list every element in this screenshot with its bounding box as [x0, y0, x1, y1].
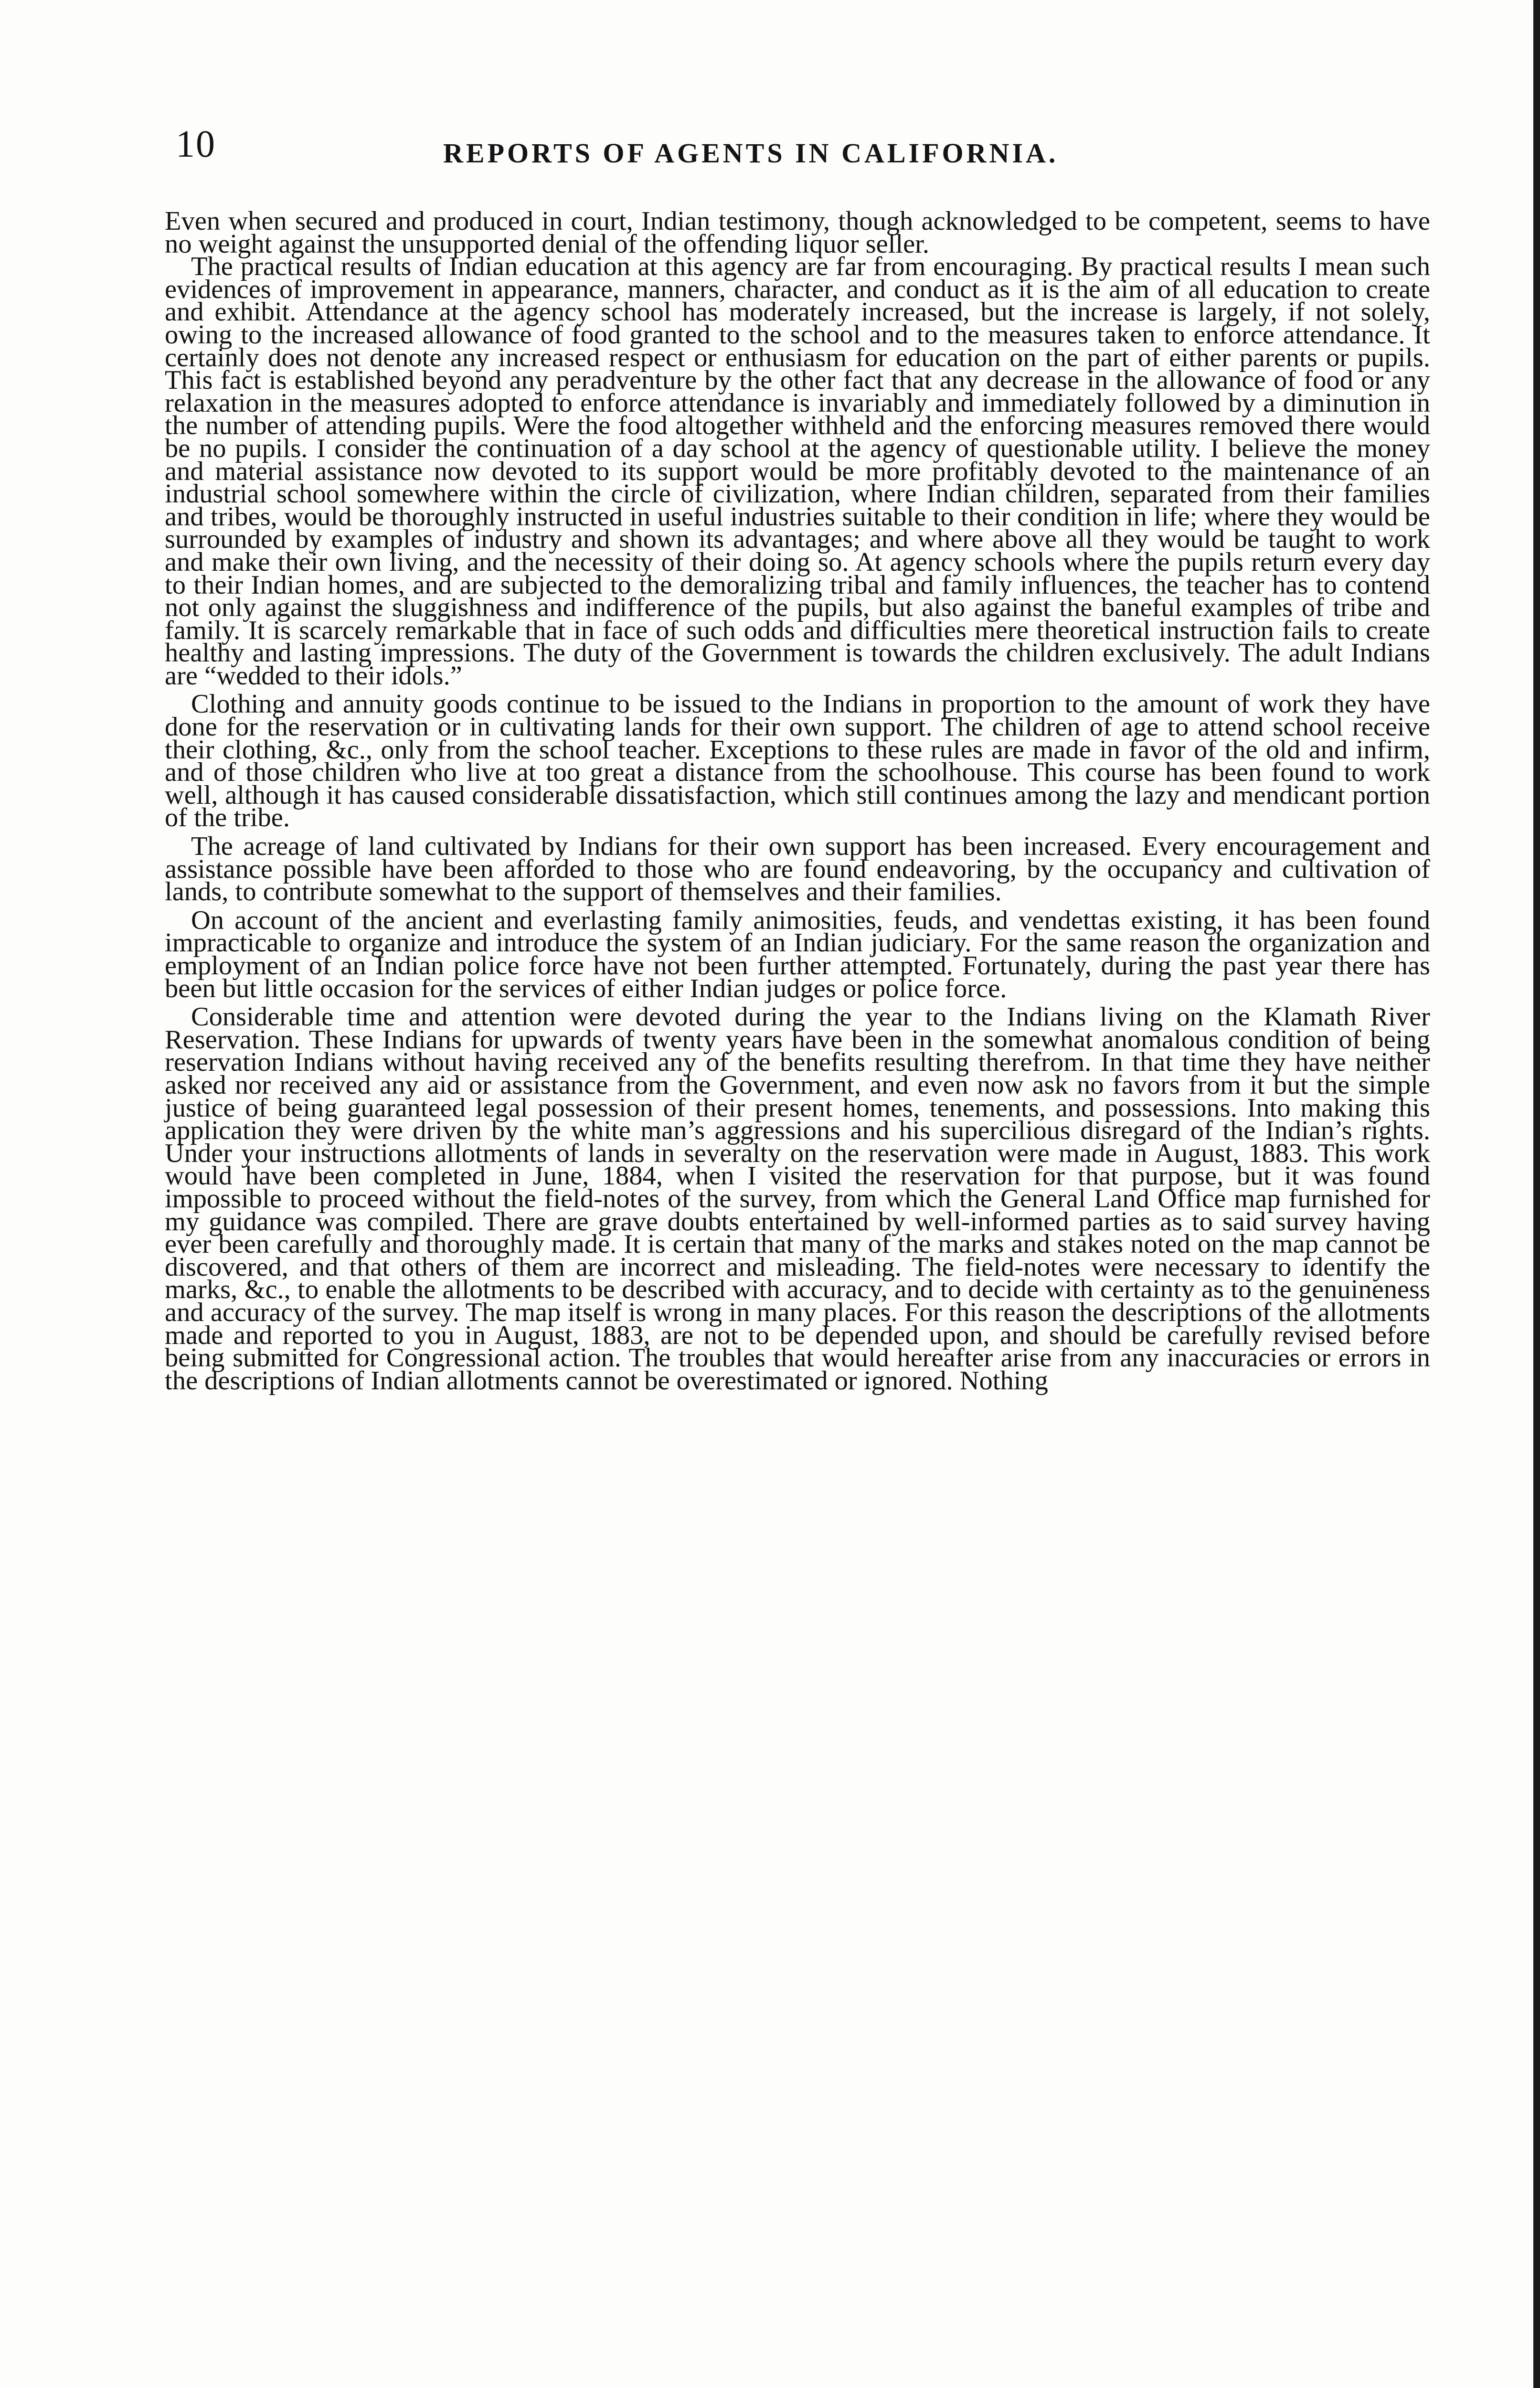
paragraph: The practical results of Indian education at this agency are far from encouraging. By practical results I mean such evidences of improvement in appearance, manners, character, and conduct as it is the aim of all education to create and exhibit. Attendance at the agency school has moderately increased, but the increase is largely, if not solely, owing to the increased allowance of food granted to the school and to the measures taken to enforce attendance. It certainly does not denote any increased respect or enthusiasm for education on the part of either parents or pupils. This fact is established beyond any peradventure by the other fact that any decrease in the allowance of food or any relaxation in the measures adopted to enforce attendance is invariably and immediately followed by a diminution in the number of attending pupils. Were the food altogether withheld and the enforcing measures removed there would be no pupils. I consider the continuation of a day school at the agency of questionable utility. I believe the money and material assistance now devoted to its support would be more profitably devoted to the maintenance of an industrial school somewhere within the circle of civilization, where Indian children, separated from their families and tribes, would be thoroughly instructed in useful industries suitable to their condition in life; where they would be surrounded by examples of industry and shown its advantages; and where above all they would be taught to work and make their own living, and the necessity of their doing so. At agency schools where the pupils return every day to their Indian homes, and are subjected to the demoralizing tribal and family influences, the teacher has to contend not only against the sluggishness and indifference of the pupils, but also against the baneful examples of tribe and family. It is scarcely remarkable that in face of such odds and difficulties mere theoretical instruction fails to create healthy and lasting impressions. The duty of the Government is towards the children exclusively. The adult Indians are “wedded to their idols.”	[165, 252, 1430, 691]
page-number: 10	[176, 123, 216, 165]
paragraph: The acreage of land cultivated by Indians for their own support has been increased. Every encouragement and assistance possible have been afforded to those who are found endeavoring, by the occupancy and cultivation of lands, to contribute somewhat to the support of themselves and their families.	[165, 832, 1430, 907]
paragraph: Even when secured and produced in court, Indian testimony, though acknowledged to be competent, seems to have no weight against the unsupported denial of the offending liquor seller.	[165, 206, 1430, 259]
body-text	[165, 206, 1430, 1396]
paragraph: Considerable time and attention were devoted during the year to the Indians living on the Klamath River Reservation. These Indians for upwards of twenty years have been in the somewhat anomalous condition of being reservation Indians without having received any of the benefits resulting therefrom. In that time they have neither asked nor received any aid or assistance from the Government, and even now ask no favors from it but the simple justice of being guaranteed legal possession of their present homes, tenements, and possessions. Into making this application they were driven by the white man’s aggressions and his supercilious disregard of the Indian’s rights. Under your instructions allotments of lands in severalty on the reservation were made in August, 1883. This work would have been completed in June, 1884, when I visited the reservation for that purpose, but it was found impossible to proceed without the field-notes of the survey, from which the General Land Office map furnished for my guidance was compiled. There are grave doubts entertained by well-informed parties as to said survey having ever been carefully and thoroughly made. It is certain that many of the marks and stakes noted on the map cannot be discovered, and that others of them are incorrect and misleading. The field-notes were necessary to identify the marks, &c., to enable the allotments to be described with accuracy, and to decide with certainty as to the genuineness and accuracy of the survey. The map itself is wrong in many places. For this reason the descriptions of the allotments made and reported to you in August, 1883, are not to be depended upon, and should be carefully revised before being submitted for Congressional action. The troubles that would hereafter arise from any inaccuracies or errors in the descriptions of Indian allotments cannot be overestimated or ignored. Nothing	[165, 1002, 1430, 1396]
paragraph: On account of the ancient and everlasting family animosities, feuds, and vendettas existing, it has been found impracticable to organize and introduce the system of an Indian judiciary. For the same reason the organization and employment of an Indian police force have not been further attempted. Fortunately, during the past year there has been but little occasion for the services of either Indian judges or police force.	[165, 905, 1430, 1003]
running-head: REPORTS OF AGENTS IN CALIFORNIA.	[443, 138, 1059, 169]
paragraph: Clothing and annuity goods continue to be issued to the Indians in proportion to the amount of work they have done for the reservation or in cultivating lands for their own support. The children of age to attend school receive their clothing, &c., only from the school teacher. Exceptions to these rules are made in favor of the old and infirm, and of those children who live at too great a distance from the schoolhouse. This course has been found to work well, although it has caused considerable dissatisfaction, which still continues among the lazy and mendicant portion of the tribe.	[165, 689, 1430, 833]
scan-edge-right	[1533, 0, 1540, 2388]
